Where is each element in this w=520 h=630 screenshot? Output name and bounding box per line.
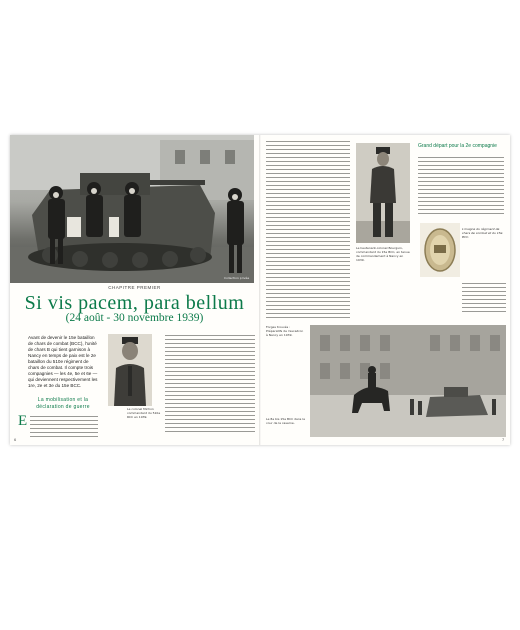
body-column-1-lower (30, 416, 98, 440)
body-column-2 (165, 335, 255, 437)
intro-paragraph: Avant de devenir le 15e bataillon de chars de combat (BCC), l'unité de chars B qui tient garnison à Nancy en temps de paix est le 2e bataillon du 510e régiment de chars de combat. Il compte trois compagnies — les 4e, 5e et 6e — qui deviennent respectivement les 1re, 2e et 3e du 15e BCC. (28, 335, 98, 388)
chapter-label: CHAPITRE PREMIER (108, 285, 161, 290)
tank-crew-photo (10, 135, 254, 283)
cavalry-caption: Le 8e bis 15e BCC dans la cour de la caserne. (266, 417, 305, 425)
right-body-column-2 (418, 157, 504, 217)
portrait-caption: Le colonel Michon commandant du 510e RCC en 1939. (127, 407, 161, 419)
drop-cap: E (18, 413, 28, 429)
cavalry-parade-illustration (310, 325, 506, 437)
right-body-column-3 (462, 283, 506, 319)
cavalry-left-caption: Forges trouvés : Préparatifs de l'escadron à Nancy en 1939. (266, 325, 304, 337)
officer-caption: Le lieutenant-colonel Bourguin, commandant du 15e BCC, en tenue de commandement à Nancy en 1939. (356, 246, 410, 262)
tank-photo-credit: Collection privée (224, 276, 250, 280)
page-number-right: 7 (502, 437, 505, 442)
cavalry-parade-photo (310, 325, 506, 437)
chapter-title: Si vis pacem, para bellum (24, 292, 245, 314)
standing-officer-illustration (356, 143, 410, 243)
regimental-badge-photo (420, 223, 460, 277)
officer-portrait-illustration (108, 334, 152, 406)
section-heading: La mobilisation et la déclaration de guerre (36, 397, 90, 410)
tank-crew-illustration (10, 135, 254, 283)
spine-gutter (259, 135, 261, 445)
officer-standing-photo (356, 143, 410, 243)
section-heading-right: Grand départ pour la 2e compagnie (418, 143, 497, 149)
chapter-subtitle: (24 août - 30 novembre 1939) (65, 312, 204, 324)
badge-illustration (420, 223, 460, 277)
colonel-portrait-photo (108, 334, 152, 406)
badge-caption: L'insigne du régiment de chars de combat et du 15e BCC. (462, 227, 503, 239)
magazine-spread (10, 135, 510, 445)
right-body-column-1 (266, 141, 350, 321)
page-number-left: 6 (14, 437, 17, 442)
